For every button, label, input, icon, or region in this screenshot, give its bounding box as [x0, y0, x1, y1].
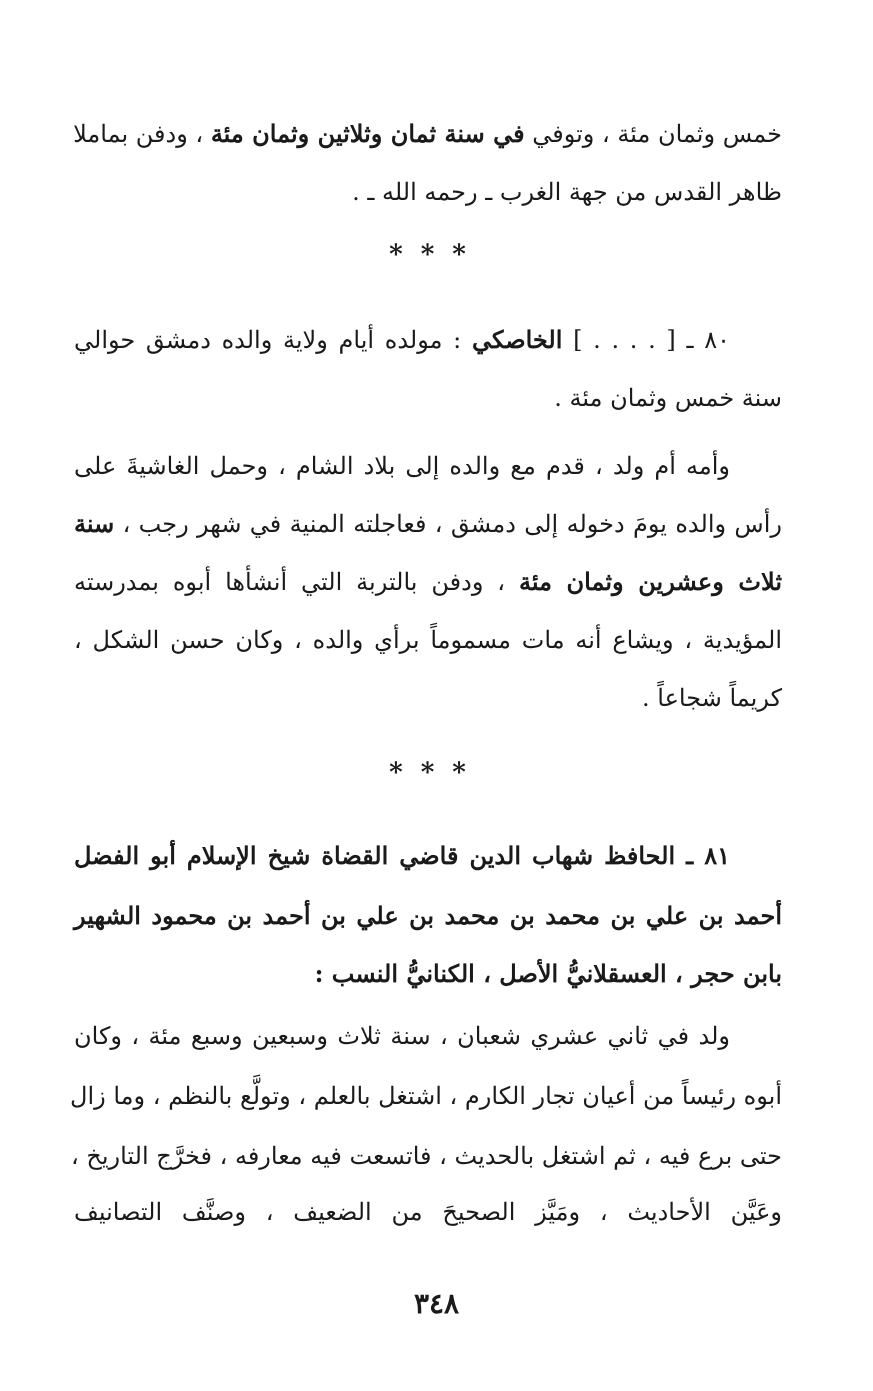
- entry-name: الخاصكي: [471, 325, 563, 354]
- text-line: المؤيدية ، ويشاع أنه مات مسموماً برأي والده ، وكان حسن الشكل ،: [74, 626, 782, 654]
- text-run: ، ودفن بالتربة التي أنشأها أبوه بمدرسته: [74, 568, 519, 596]
- text-line: [74, 562, 782, 602]
- text-line: ولد في ثاني عشري شعبان ، سنة ثلاث وسبعين وسبع مئة ، وكان: [74, 1022, 730, 1050]
- bold-text-run: سنة: [74, 509, 115, 538]
- section-separator: ***: [389, 758, 484, 788]
- text-run: خمس وثمان مئة ، وتوفي: [524, 120, 782, 148]
- entry-number: ٨٠ ـ [ . . . . ]: [562, 326, 731, 354]
- text-line: [74, 114, 782, 154]
- text-line: وأمه أم ولد ، قدم مع والده إلى بلاد الشام ، وحمل الغاشيةَ على: [74, 452, 731, 480]
- text-run: : مولده أيام ولاية والده دمشق حوالي: [74, 326, 472, 354]
- bold-text-run: ثلاث وعشرين وثمان مئة: [518, 567, 783, 596]
- text-line: حتى برع فيه ، ثم اشتغل بالحديث ، فاتسعت فيه معارفه ، فخرَّج التاريخ ،: [70, 1142, 782, 1170]
- text-run: رأس والده يومَ دخوله إلى دمشق ، فعاجلته المنية في شهر رجب ،: [114, 510, 782, 538]
- entry-heading-line: [74, 320, 782, 360]
- text-line: وعَيَّن الأحاديث ، ومَيَّز الصحيحَ من الضعيف ، وصنَّف التصانيف: [74, 1198, 782, 1226]
- entry-heading-line: أحمد بن علي بن محمد بن محمد بن علي بن أحمد بن محمود الشهير: [74, 901, 782, 930]
- text-line: سنة خمس وثمان مئة .: [554, 384, 782, 412]
- text-line: أبوه رئيساً من أعيان تجار الكارم ، اشتغل بالعلم ، وتولَّع بالنظم ، وما زال: [70, 1082, 782, 1110]
- bold-text-run: في سنة ثمان وثلاثين وثمان مئة: [210, 119, 525, 148]
- text-line: ظاهر القدس من جهة الغرب ـ رحمه الله ـ .: [352, 178, 782, 206]
- text-line: [74, 504, 782, 544]
- entry-heading-line: بابن حجر ، العسقلانيُّ الأصل ، الكنانيُّ النسب :: [314, 959, 782, 988]
- entry-heading-line: ٨١ ـ الحافظ شهاب الدين قاضي القضاة شيخ الإسلام أبو الفضل: [74, 841, 730, 870]
- page-number: ٣٤٨: [413, 1287, 460, 1320]
- text-run: ، ودفن بماملا: [73, 120, 211, 148]
- section-separator: ***: [389, 240, 484, 270]
- text-line: كريماً شجاعاً .: [642, 684, 782, 712]
